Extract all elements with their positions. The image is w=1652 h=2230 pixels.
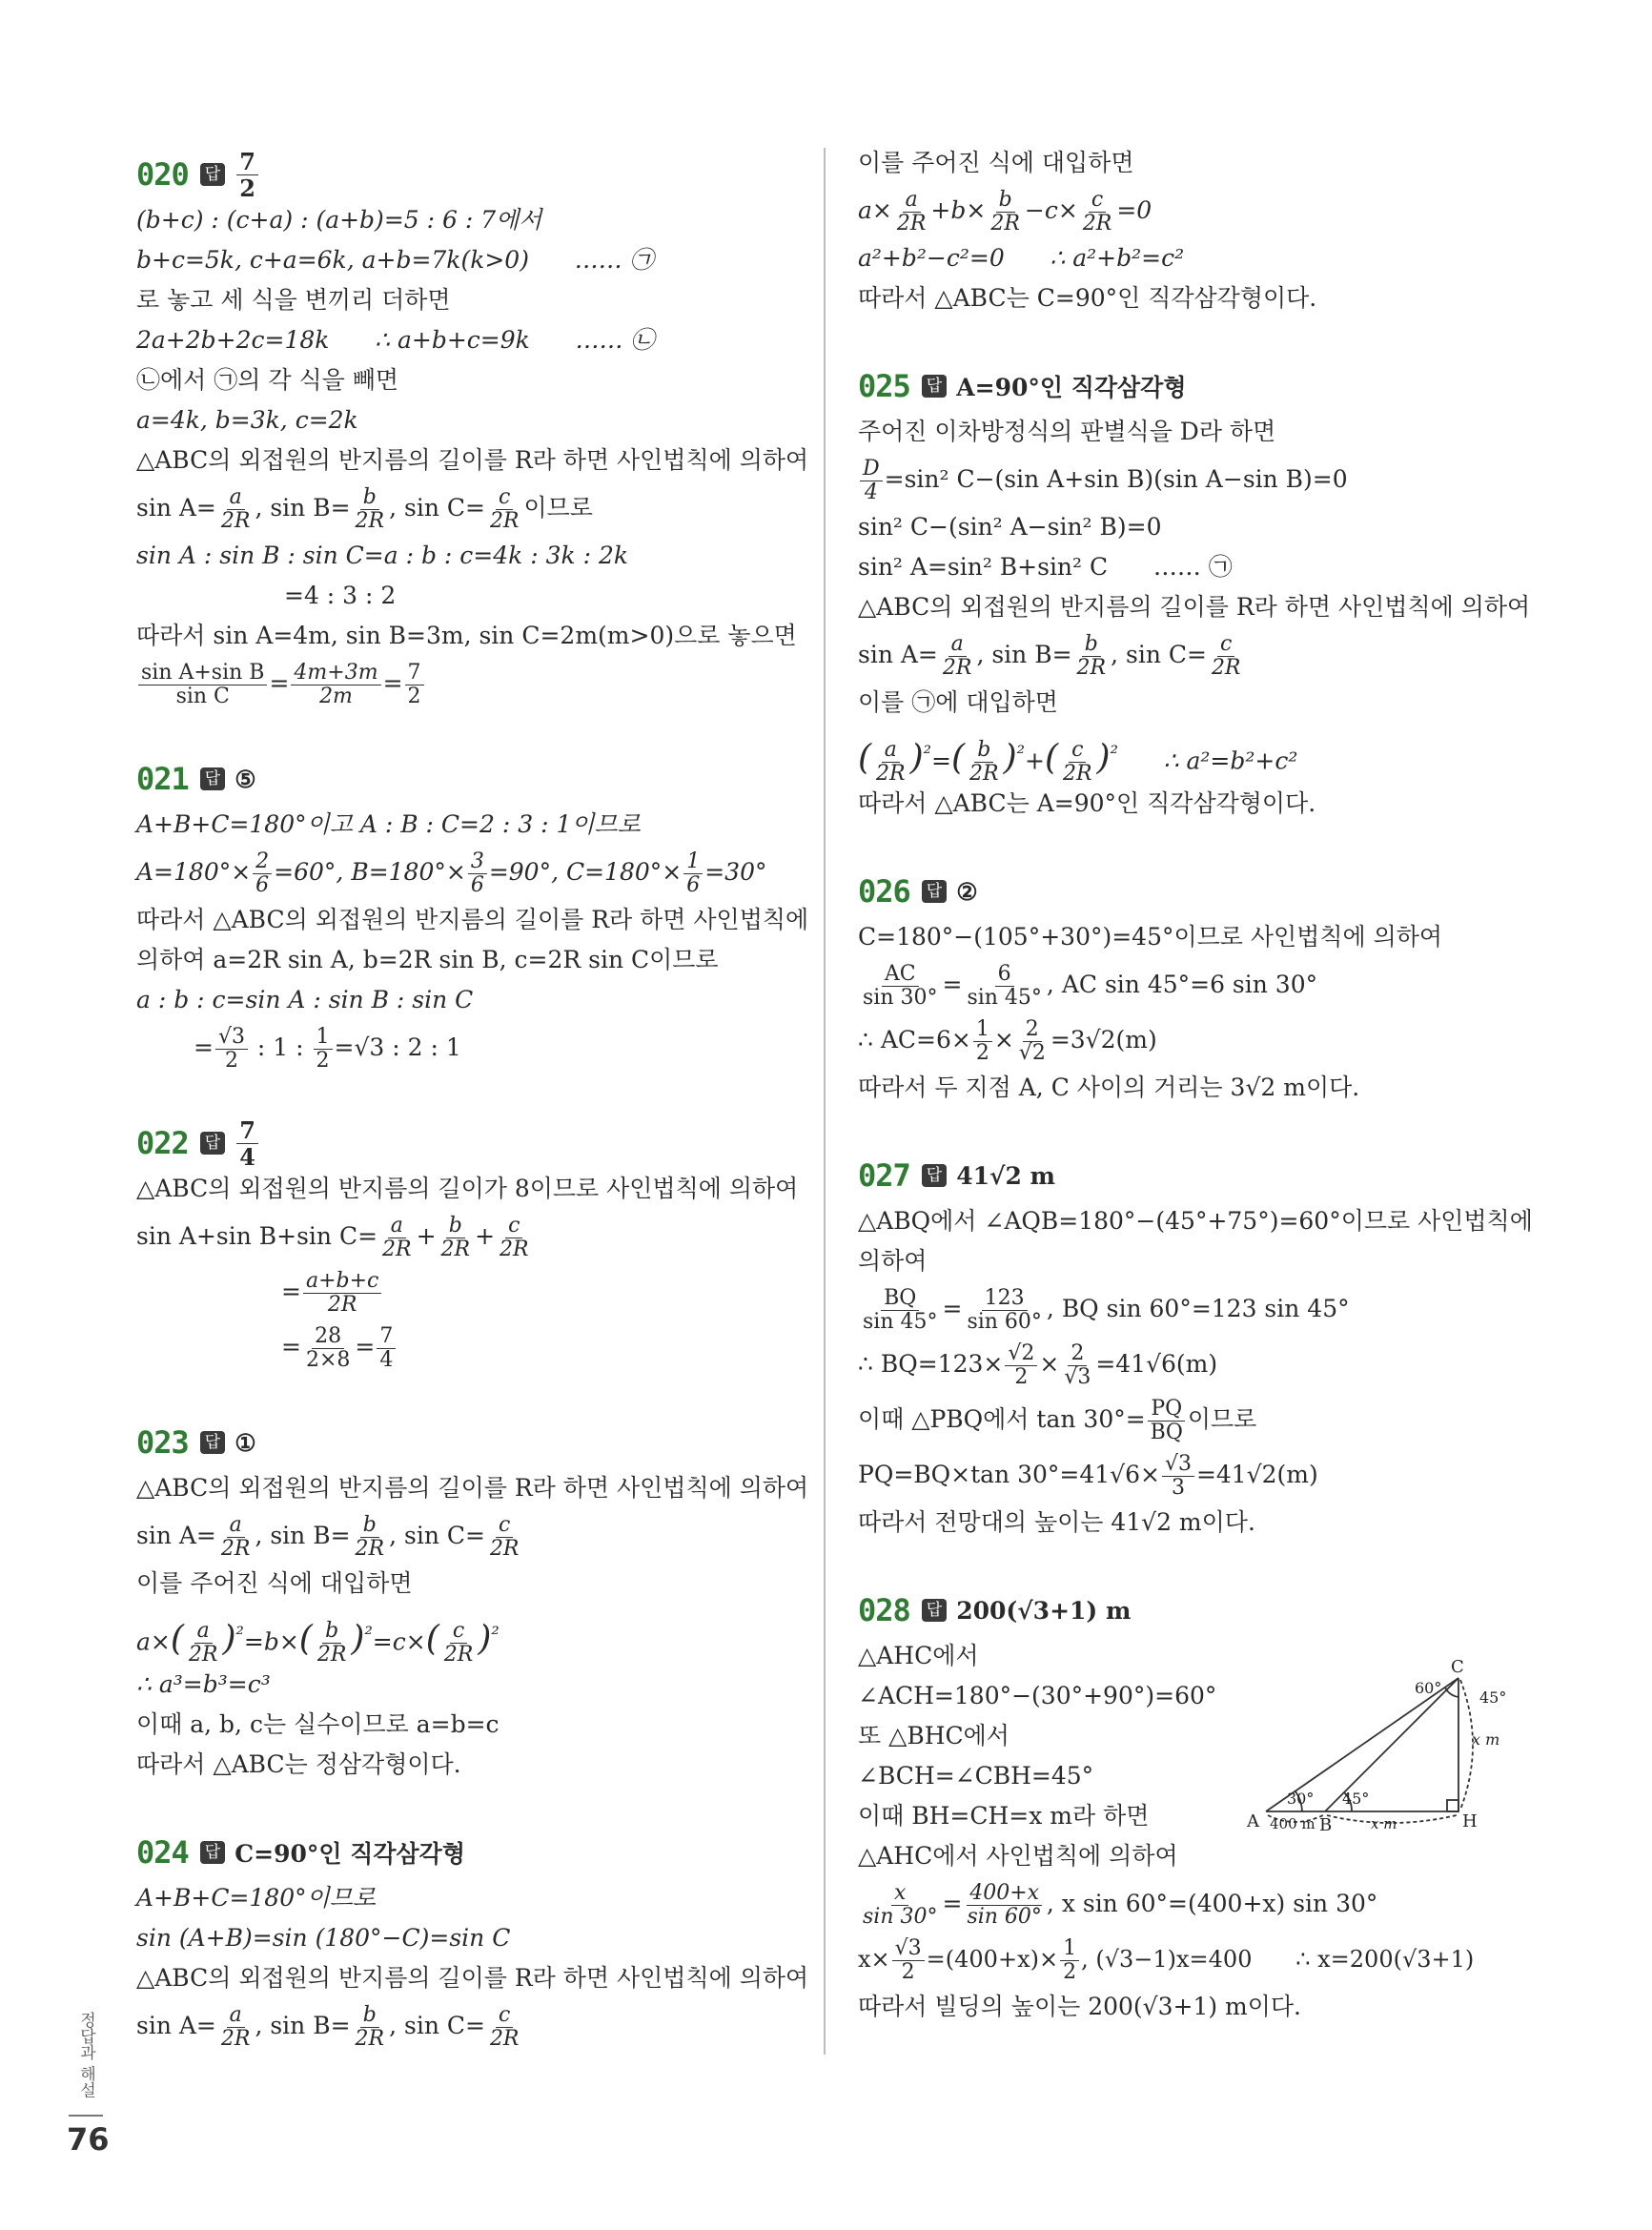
text-line: 이를 주어진 식에 대입하면: [136, 1569, 413, 1597]
text-line: 이때 BH=CH=x m라 하면: [858, 1802, 1150, 1830]
formula-line: $\frac{D}{4}$ =sin² C−(sin A+sin B)(sin A−sin B)=0: [858, 452, 1525, 507]
column-divider: [824, 148, 826, 2055]
answer-text: ①: [235, 1428, 256, 1457]
text-line: ∠BCH=∠CBH=45°: [858, 1762, 1094, 1790]
sidebar-rule: [69, 2115, 103, 2117]
text-line: sin² C−(sin² A−sin² B)=0: [858, 513, 1162, 541]
formula-line: sin A= $\frac{a}{2R}$ , sin B= $\frac{b}{2R}$ , sin C= $\frac{c}{2R}$: [136, 1513, 520, 1561]
text-line: 의하여: [858, 1247, 928, 1275]
text-line: △ABC의 외접원의 반지름의 길이를 R라 하면 사인법칙에 의하여: [136, 1964, 809, 1992]
label-B: B: [1319, 1815, 1333, 1831]
text-line: △AHC에서 사인법칙에 의하여: [858, 1842, 1178, 1870]
text-line: a=4k, b=3k, c=2k: [136, 406, 358, 434]
text-line: 따라서 두 지점 A, C 사이의 거리는 3√2 m이다.: [858, 1074, 1360, 1101]
problem-number: 025: [858, 368, 910, 404]
text-line: 주어진 이차방정식의 판별식을 D라 하면: [858, 418, 1276, 445]
formula-line: a×( $\frac{a}{2R}$ )$^{^2}$=b×( $\frac{b}{2R}$ )$^{^2}$=c×( $\frac{c}{2R}$ )$^{^2}$: [136, 1619, 500, 1667]
text-line: 따라서 sin A=4m, sin B=3m, sin C=2m(m>0)으로 놓으면: [136, 622, 797, 649]
text-line: 이를 주어진 식에 대입하면: [858, 149, 1134, 176]
problem-023-header: [136, 1417, 804, 1468]
formula-line: = $\frac{a+b+c}{2R}$: [136, 1264, 804, 1320]
text-line: △ABC의 외접원의 반지름의 길이를 R라 하면 사인법칙에 의하여: [136, 446, 809, 474]
problem-026-header: [858, 866, 1525, 917]
answer-text: 41√2 m: [956, 1161, 1056, 1190]
text-line: 따라서 전망대의 높이는 41√2 m이다.: [858, 1508, 1255, 1536]
text-line: △AHC에서: [858, 1642, 979, 1669]
text-line: sin (A+B)=sin (180°−C)=sin C: [136, 1924, 511, 1952]
answer-badge: 답: [922, 375, 947, 398]
text-line: =4 : 3 : 2: [284, 582, 397, 609]
answer-fraction: $\frac{7}{2}$: [236, 149, 258, 201]
label-angle-30: 30°: [1287, 1790, 1315, 1808]
text-line: 따라서 △ABC의 외접원의 반지름의 길이를 R라 하면 사인법칙에: [136, 906, 809, 933]
text-line: ∠ACH=180°−(30°+90°)=60°: [858, 1682, 1217, 1709]
text-line: 따라서 △ABC는 C=90°인 직각삼각형이다.: [858, 284, 1317, 312]
sidebar-label: 정답과 해설: [76, 2012, 95, 2098]
formula-line: ( $\frac{a}{2R}$ )$^{^2}$=( $\frac{b}{2R}$ )$^{^2}$+( $\frac{c}{2R}$ )$^{^2}$ ∴ a²=b²+c²: [858, 738, 1298, 787]
left-column: [136, 143, 809, 2054]
text-line: 의하여 a=2R sin A, b=2R sin B, c=2R sin C이므로: [136, 946, 719, 973]
formula-line: sin A= $\frac{a}{2R}$ , sin B= $\frac{b}{2R}$ , sin C= $\frac{c}{2R}$ 이므로: [136, 485, 593, 533]
text-line: (b+c) : (c+a) : (a+b)=5 : 6 : 7에서: [136, 206, 542, 234]
text-line: A+B+C=180°이므로: [136, 1884, 377, 1912]
label-angle-45: 45°: [1342, 1790, 1370, 1808]
formula-line: sin A= $\frac{a}{2R}$ , sin B= $\frac{b}{2R}$ , sin C= $\frac{c}{2R}$: [858, 632, 1241, 680]
formula-line: ∴ BQ=123× $\frac{√2}{2}$ × $\frac{2}{√3}$ =41√6(m): [858, 1341, 1218, 1389]
text-line: b+c=5k, c+a=6k, a+b=7k(k>0) …… ㉠: [136, 246, 654, 274]
label-angle-60: 60°: [1415, 1679, 1442, 1697]
problem-024-header: [136, 1827, 804, 1878]
problem-025-header: [858, 360, 1525, 412]
formula-line: PQ=BQ×tan 30°=41√6× $\frac{√3}{3}$ =41√2(m): [858, 1452, 1318, 1500]
text-line: 또 △BHC에서: [858, 1722, 1010, 1749]
formula-line: a× $\frac{a}{2R}$ +b× $\frac{b}{2R}$ −c× $\frac{c}{2R}$ =0: [858, 188, 1152, 235]
label-xm-base: x m: [1371, 1815, 1397, 1831]
text-line: 따라서 △ABC는 A=90°인 직각삼각형이다.: [858, 789, 1316, 817]
text-line: 로 놓고 세 식을 변끼리 더하면: [136, 286, 451, 314]
answer-badge: 답: [200, 767, 225, 790]
formula-line: $\frac{\text{sin A+sin B}}{\text{sin C}}$ = $\frac{4m+3m}{2m}$ = $\frac{7}{2}$: [136, 656, 804, 711]
formula-line: = $\frac{28}{2\times 8}$ = $\frac{7}{4}$: [136, 1320, 804, 1375]
answer-text: 200(√3+1) m: [956, 1596, 1132, 1625]
formula-line: $\frac{BQ}{\sin 45^\circ}$ = $\frac{123}{\sin 60^\circ}$ , BQ sin 60°=123 sin 45°: [863, 1286, 1350, 1334]
text-line: a : b : c=sin A : sin B : sin C: [136, 986, 474, 1013]
text-line: ㉡에서 ㉠의 각 식을 빼면: [136, 366, 398, 394]
answer-badge: 답: [200, 163, 225, 186]
text-line: 이때 a, b, c는 실수이므로 a=b=c: [136, 1710, 500, 1738]
label-H: H: [1462, 1811, 1478, 1831]
label-A: A: [1247, 1811, 1259, 1831]
text-line: C=180°−(105°+30°)=45°이므로 사인법칙에 의하여: [858, 923, 1443, 951]
problem-022-header: [136, 1117, 804, 1169]
text-line: 2a+2b+2c=18k ∴ a+b+c=9k …… ㉡: [136, 326, 655, 354]
formula-line: $\frac{AC}{\sin 30^\circ}$ = $\frac{6}{\sin 45^\circ}$ , AC sin 45°=6 sin 30°: [863, 962, 1318, 1010]
label-xm-side: x m: [1472, 1730, 1500, 1749]
label-400m: 400 m: [1270, 1815, 1315, 1831]
answer-badge: 답: [200, 1431, 225, 1454]
formula-line: A=180°× $\frac{2}{6}$ =60°, B=180°× $\frac{3}{6}$ =90°, C=180°× $\frac{1}{6}$ =30°: [136, 849, 767, 897]
problem-number: 020: [136, 156, 189, 193]
answer-text: ⑤: [235, 765, 256, 793]
triangle-diagram: [1247, 1659, 1523, 1831]
answer-badge: 답: [200, 1132, 225, 1155]
label-angle-45-top: 45°: [1479, 1688, 1507, 1707]
page-number: 76: [67, 2121, 110, 2158]
text-line: sin A : sin B : sin C=a : b : c=4k : 3k : 2k: [136, 542, 629, 569]
text-line: 따라서 빌딩의 높이는 200(√3+1) m이다.: [858, 1993, 1302, 2020]
text-line: △ABC의 외접원의 반지름의 길이가 8이므로 사인법칙에 의하여: [136, 1175, 799, 1202]
text-line: a²+b²−c²=0 ∴ a²+b²=c²: [858, 244, 1185, 272]
text-line: 이를 ㉠에 대입하면: [858, 688, 1058, 716]
answer-badge: 답: [922, 1599, 947, 1622]
answer-text: C=90°인 직각삼각형: [235, 1840, 465, 1868]
problem-020-header: [136, 149, 804, 200]
formula-line: 이때 △PBQ에서 tan 30°= $\frac{PQ}{BQ}$ 이므로: [858, 1397, 1257, 1444]
formula-line: sin A= $\frac{a}{2R}$ , sin B= $\frac{b}{2R}$ , sin C= $\frac{c}{2R}$: [136, 2003, 520, 2051]
text-line: sin² A=sin² B+sin² C …… ㉠: [858, 553, 1233, 581]
answer-badge: 답: [200, 1841, 225, 1864]
formula-line: = $\frac{√3}{2}$ : 1 : $\frac{1}{2}$ =√3 : 2 : 1: [194, 1025, 461, 1073]
text-line: 따라서 △ABC는 정삼각형이다.: [136, 1750, 461, 1778]
text-line: △ABC의 외접원의 반지름의 길이를 R라 하면 사인법칙에 의하여: [858, 593, 1531, 621]
text-line: △ABC의 외접원의 반지름의 길이를 R라 하면 사인법칙에 의하여: [136, 1474, 809, 1502]
right-angle-mark: [1447, 1800, 1458, 1811]
answer-badge: 답: [922, 880, 947, 903]
answer-fraction: $\frac{7}{4}$: [236, 1117, 258, 1170]
problem-number: 024: [136, 1834, 189, 1871]
problem-number: 026: [858, 873, 910, 910]
label-C: C: [1451, 1659, 1464, 1677]
problem-027-header: [858, 1150, 1525, 1201]
answer-text: A=90°인 직각삼각형: [956, 374, 1187, 401]
formula-line: ∴ AC=6× $\frac{1}{2}$ × $\frac{2}{√2}$ =3√2(m): [858, 1017, 1157, 1065]
formula-line: sin A+sin B+sin C= $\frac{a}{2R}$ + $\frac{b}{2R}$ + $\frac{c}{2R}$: [136, 1214, 529, 1261]
text-line: ∴ a³=b³=c³: [136, 1670, 271, 1698]
formula-line: $\frac{x}{\sin 30^\circ}$ = $\frac{400+x}{\sin 60^\circ}$ , x sin 60°=(400+x) sin 30°: [863, 1881, 1378, 1929]
problem-028-header: [858, 1585, 1525, 1636]
text-line: A+B+C=180°이고 A : B : C=2 : 3 : 1이므로: [136, 810, 641, 838]
problem-021-header: [136, 753, 804, 805]
answer-text: ②: [956, 877, 978, 906]
formula-line: x× $\frac{√3}{2}$ =(400+x)× $\frac{1}{2}$ , (√3−1)x=400 ∴ x=200(√3+1): [858, 1936, 1475, 1984]
problem-number: 028: [858, 1592, 910, 1628]
problem-number: 022: [136, 1125, 189, 1161]
answer-badge: 답: [922, 1164, 947, 1187]
problem-number: 021: [136, 761, 189, 797]
problem-number: 027: [858, 1157, 910, 1194]
problem-number: 023: [136, 1424, 189, 1461]
text-line: △ABQ에서 ∠AQB=180°−(45°+75°)=60°이므로 사인법칙에: [858, 1207, 1533, 1235]
